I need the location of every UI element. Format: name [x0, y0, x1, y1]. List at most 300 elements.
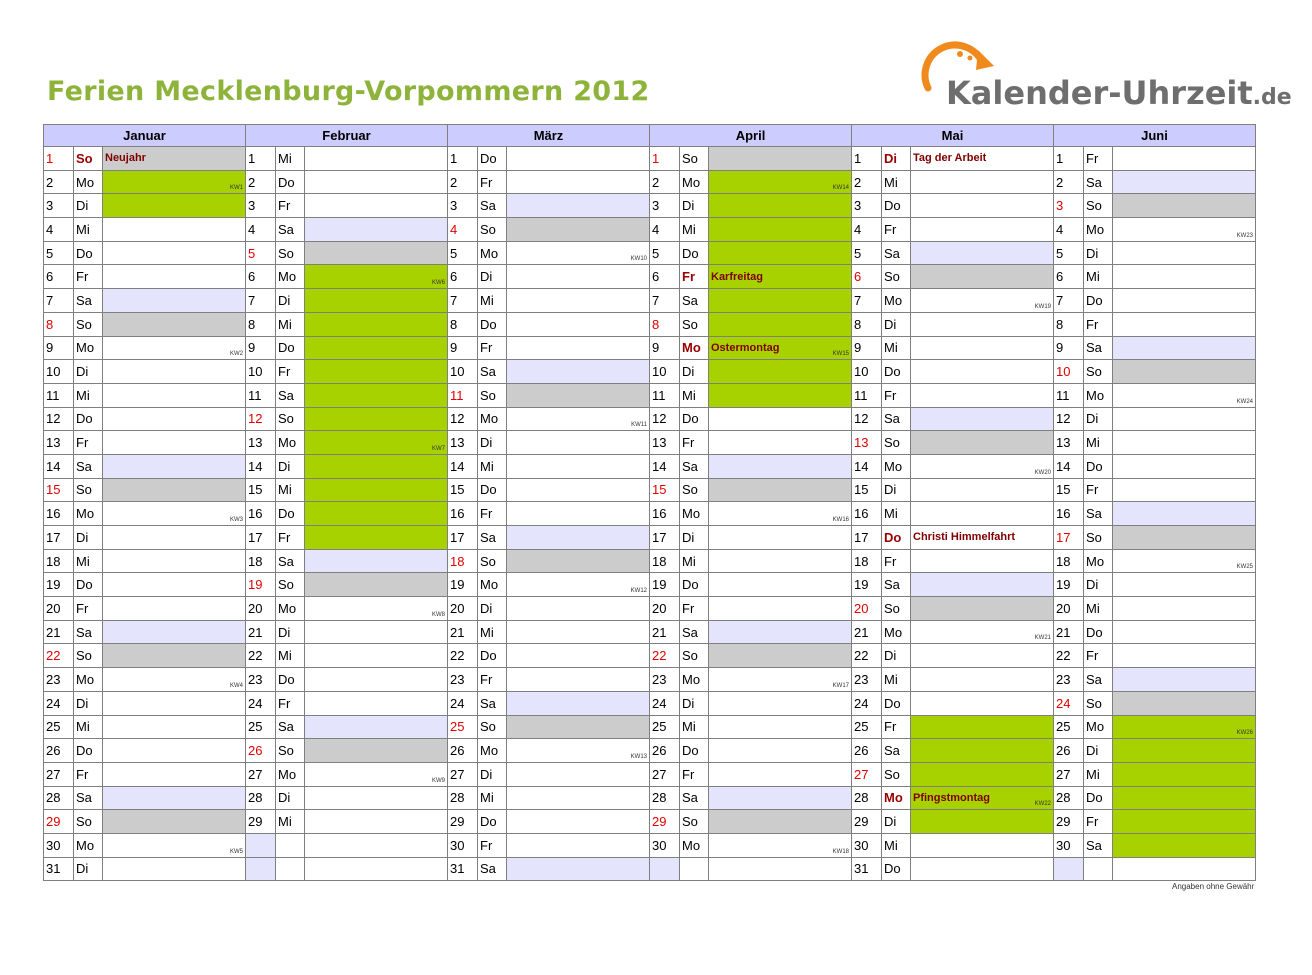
day-event [507, 833, 650, 857]
day-number: 14 [44, 454, 74, 478]
disclaimer: Angaben ohne Gewähr [1172, 882, 1255, 891]
weekday: Do [276, 668, 305, 692]
day-number: 31 [448, 857, 478, 881]
day-event [103, 312, 246, 336]
day-number: 27 [852, 762, 882, 786]
day-event [911, 454, 1054, 478]
day-number: 13 [852, 431, 882, 455]
week-number: KW8 [431, 611, 445, 618]
day-event [1113, 762, 1256, 786]
weekday: Sa [478, 360, 507, 384]
weekday: Mo [478, 573, 507, 597]
week-number: KW15 [832, 351, 849, 358]
day-number: 11 [44, 383, 74, 407]
weekday: So [74, 810, 103, 834]
day-event [103, 383, 246, 407]
table-row [44, 857, 1256, 881]
day-event [305, 857, 448, 881]
weekday: Mi [882, 170, 911, 194]
day-number: 23 [650, 668, 680, 692]
table-row [44, 454, 1256, 478]
day-event [709, 715, 852, 739]
day-number: 5 [44, 241, 74, 265]
day-event [103, 265, 246, 289]
weekday: Do [276, 336, 305, 360]
weekday: Di [74, 526, 103, 550]
day-event [709, 549, 852, 573]
weekday: Di [882, 810, 911, 834]
day-event [1113, 360, 1256, 384]
day-number: 3 [246, 194, 276, 218]
day-number: 26 [44, 739, 74, 763]
day-number: 24 [852, 691, 882, 715]
day-event [911, 786, 1054, 810]
day-number: 16 [44, 502, 74, 526]
weekday: Di [680, 360, 709, 384]
day-number: 15 [44, 478, 74, 502]
weekday: So [74, 147, 103, 171]
day-event [507, 715, 650, 739]
day-event [709, 857, 852, 881]
day-number: 1 [246, 147, 276, 171]
weekday: So [478, 715, 507, 739]
day-event [507, 786, 650, 810]
weekday: So [478, 383, 507, 407]
day-event [507, 526, 650, 550]
day-event [305, 289, 448, 313]
weekday: Mi [882, 833, 911, 857]
table-row [44, 241, 1256, 265]
day-number: 25 [44, 715, 74, 739]
day-number: 2 [246, 170, 276, 194]
day-number: 30 [448, 833, 478, 857]
day-number: 28 [246, 786, 276, 810]
day-number: 30 [650, 833, 680, 857]
day-event [507, 265, 650, 289]
weekday: So [1084, 194, 1113, 218]
weekday: Do [74, 739, 103, 763]
weekday: Mi [276, 147, 305, 171]
day-event [911, 194, 1054, 218]
day-number: 28 [852, 786, 882, 810]
weekday: So [478, 218, 507, 242]
day-number: 20 [246, 597, 276, 621]
day-number: 16 [246, 502, 276, 526]
week-number: KW7 [431, 445, 445, 452]
day-event [103, 715, 246, 739]
logo [920, 40, 1292, 120]
weekday: Fr [1084, 312, 1113, 336]
day-event [709, 241, 852, 265]
day-number: 3 [650, 194, 680, 218]
day-number: 14 [852, 454, 882, 478]
day-event [305, 360, 448, 384]
weekday: Fr [478, 170, 507, 194]
day-number: 29 [650, 810, 680, 834]
day-number: 9 [852, 336, 882, 360]
weekday: Fr [276, 526, 305, 550]
day-number: 30 [44, 833, 74, 857]
day-event [103, 147, 246, 171]
weekday: Mo [74, 502, 103, 526]
weekday: Di [882, 312, 911, 336]
table-row [44, 786, 1256, 810]
day-event [1113, 620, 1256, 644]
weekday: Sa [882, 573, 911, 597]
day-event [305, 454, 448, 478]
day-event [911, 739, 1054, 763]
day-number: 28 [448, 786, 478, 810]
day-number: 12 [44, 407, 74, 431]
table-row [44, 383, 1256, 407]
day-event [507, 289, 650, 313]
table-row [44, 597, 1256, 621]
day-number: 9 [1054, 336, 1084, 360]
day-event [1113, 786, 1256, 810]
day-number: 10 [1054, 360, 1084, 384]
day-event [305, 526, 448, 550]
weekday: Di [276, 289, 305, 313]
table-row [44, 265, 1256, 289]
weekday: Mo [276, 597, 305, 621]
day-number: 4 [246, 218, 276, 242]
day-number: 21 [246, 620, 276, 644]
weekday: Fr [478, 502, 507, 526]
day-event [305, 312, 448, 336]
day-event [911, 360, 1054, 384]
day-event [305, 620, 448, 644]
weekday: Sa [74, 620, 103, 644]
weekday: Mo [74, 336, 103, 360]
day-event [103, 407, 246, 431]
weekday: Fr [74, 265, 103, 289]
day-event [709, 620, 852, 644]
day-event [507, 810, 650, 834]
day-number: 25 [852, 715, 882, 739]
day-event [911, 644, 1054, 668]
weekday: Fr [1084, 478, 1113, 502]
day-number: 15 [852, 478, 882, 502]
table-row [44, 170, 1256, 194]
day-event [507, 194, 650, 218]
week-number: KW5 [229, 848, 243, 855]
week-number: KW16 [832, 517, 849, 523]
week-number: KW18 [832, 848, 849, 855]
day-number: 28 [1054, 786, 1084, 810]
weekday: Sa [478, 526, 507, 550]
day-number: 19 [650, 573, 680, 597]
weekday: So [882, 597, 911, 621]
table-row [44, 668, 1256, 692]
day-event [1113, 454, 1256, 478]
weekday: So [1084, 360, 1113, 384]
week-number: KW11 [631, 422, 647, 429]
day-event [911, 289, 1054, 313]
day-number: 29 [246, 810, 276, 834]
weekday: Mi [882, 668, 911, 692]
day-event [1113, 691, 1256, 715]
day-event [103, 833, 246, 857]
weekday: Mo [882, 289, 911, 313]
day-number: 17 [448, 526, 478, 550]
weekday: Di [882, 147, 911, 171]
day-event [1113, 644, 1256, 668]
day-event [911, 549, 1054, 573]
day-number: 23 [1054, 668, 1084, 692]
day-event [911, 526, 1054, 550]
day-number: 18 [246, 549, 276, 573]
day-event [1113, 833, 1256, 857]
weekday: Mo [680, 833, 709, 857]
day-number: 18 [448, 549, 478, 573]
weekday: Do [1084, 786, 1113, 810]
day-number: 11 [650, 383, 680, 407]
day-number: 29 [448, 810, 478, 834]
day-event [1113, 218, 1256, 242]
month-header: April [650, 125, 852, 147]
month-header: Juni [1054, 125, 1256, 147]
day-event [1113, 312, 1256, 336]
day-event [1113, 431, 1256, 455]
day-event [103, 762, 246, 786]
weekday: Mi [1084, 265, 1113, 289]
day-number: 1 [852, 147, 882, 171]
day-event [911, 383, 1054, 407]
day-event [305, 218, 448, 242]
weekday: Sa [74, 454, 103, 478]
day-number: 21 [44, 620, 74, 644]
day-event [305, 715, 448, 739]
day-number: 10 [650, 360, 680, 384]
day-event [507, 573, 650, 597]
day-event [305, 194, 448, 218]
day-event [507, 478, 650, 502]
day-number: 26 [1054, 739, 1084, 763]
weekday: Di [276, 786, 305, 810]
day-event [103, 668, 246, 692]
day-event [911, 715, 1054, 739]
weekday: Do [74, 241, 103, 265]
day-number: 20 [44, 597, 74, 621]
weekday: Sa [1084, 336, 1113, 360]
table-row [44, 833, 1256, 857]
day-number: 28 [650, 786, 680, 810]
weekday: Mo [680, 336, 709, 360]
day-event [911, 857, 1054, 881]
day-event [911, 265, 1054, 289]
day-event [305, 739, 448, 763]
calendar-table [43, 124, 1256, 881]
weekday [276, 857, 305, 881]
day-number: 22 [650, 644, 680, 668]
day-event [305, 573, 448, 597]
day-number: 27 [448, 762, 478, 786]
day-event [103, 573, 246, 597]
month-header: Februar [246, 125, 448, 147]
day-number: 5 [448, 241, 478, 265]
weekday: Mo [680, 502, 709, 526]
day-event [709, 644, 852, 668]
weekday: Do [478, 147, 507, 171]
weekday: Mi [680, 218, 709, 242]
day-event [507, 218, 650, 242]
day-number: 17 [852, 526, 882, 550]
day-event [1113, 241, 1256, 265]
day-event [507, 691, 650, 715]
holiday-label: Pfingstmontag [913, 791, 990, 804]
day-number: 21 [852, 620, 882, 644]
weekday: So [680, 644, 709, 668]
day-event [709, 407, 852, 431]
day-number: 9 [246, 336, 276, 360]
week-number: KW24 [1236, 398, 1253, 405]
day-event [911, 431, 1054, 455]
day-number: 26 [448, 739, 478, 763]
day-event [911, 810, 1054, 834]
day-event [709, 810, 852, 834]
weekday: Fr [680, 762, 709, 786]
weekday: Fr [680, 265, 709, 289]
weekday: Sa [276, 715, 305, 739]
day-event [305, 241, 448, 265]
holiday-label: Tag der Arbeit [913, 152, 987, 165]
weekday: Mi [882, 336, 911, 360]
weekday: Do [74, 407, 103, 431]
day-event [709, 265, 852, 289]
day-number [246, 857, 276, 881]
day-event [507, 668, 650, 692]
day-event [103, 786, 246, 810]
table-row [44, 739, 1256, 763]
day-event [1113, 147, 1256, 171]
day-number: 29 [852, 810, 882, 834]
day-number: 19 [448, 573, 478, 597]
day-event [709, 218, 852, 242]
weekday: Fr [1084, 147, 1113, 171]
day-number: 27 [44, 762, 74, 786]
day-number: 27 [650, 762, 680, 786]
day-number: 24 [44, 691, 74, 715]
table-row [44, 289, 1256, 313]
weekday: Mi [680, 715, 709, 739]
day-event [911, 336, 1054, 360]
day-event [911, 691, 1054, 715]
day-event [911, 312, 1054, 336]
day-number: 10 [246, 360, 276, 384]
day-event [507, 597, 650, 621]
weekday: Mo [680, 668, 709, 692]
day-event [1113, 668, 1256, 692]
day-number: 26 [246, 739, 276, 763]
day-event [1113, 170, 1256, 194]
weekday: Sa [680, 786, 709, 810]
day-event [1113, 407, 1256, 431]
day-event [709, 170, 852, 194]
weekday: Do [74, 573, 103, 597]
logo-text [946, 74, 1292, 112]
weekday: Sa [1084, 668, 1113, 692]
weekday: So [1084, 526, 1113, 550]
day-event [507, 312, 650, 336]
day-event [1113, 194, 1256, 218]
week-number: KW20 [1034, 469, 1051, 476]
weekday: Mi [276, 810, 305, 834]
day-event [305, 691, 448, 715]
day-event [103, 857, 246, 881]
day-number: 15 [448, 478, 478, 502]
day-event [507, 454, 650, 478]
weekday: Di [74, 194, 103, 218]
day-event [305, 597, 448, 621]
day-number: 16 [852, 502, 882, 526]
day-number: 23 [44, 668, 74, 692]
weekday: Fr [276, 691, 305, 715]
day-number: 12 [448, 407, 478, 431]
day-event [709, 573, 852, 597]
weekday: Mi [680, 383, 709, 407]
weekday: Fr [882, 383, 911, 407]
weekday: Mi [276, 312, 305, 336]
day-number: 13 [44, 431, 74, 455]
day-number: 19 [44, 573, 74, 597]
weekday: Di [478, 265, 507, 289]
weekday: Do [882, 691, 911, 715]
day-number: 8 [448, 312, 478, 336]
day-event [103, 454, 246, 478]
weekday: Sa [680, 289, 709, 313]
weekday: Do [680, 573, 709, 597]
day-number: 2 [650, 170, 680, 194]
weekday: Sa [882, 407, 911, 431]
weekday: Do [882, 360, 911, 384]
weekday: Sa [74, 289, 103, 313]
day-event [1113, 810, 1256, 834]
day-number: 8 [246, 312, 276, 336]
weekday: So [276, 407, 305, 431]
week-number: KW10 [630, 256, 647, 263]
weekday: Fr [74, 597, 103, 621]
weekday: Mi [1084, 762, 1113, 786]
table-row [44, 549, 1256, 573]
day-event [507, 360, 650, 384]
day-number: 11 [1054, 383, 1084, 407]
weekday: Sa [882, 739, 911, 763]
day-event [1113, 265, 1256, 289]
weekday: Do [478, 810, 507, 834]
day-event [1113, 478, 1256, 502]
day-number: 29 [1054, 810, 1084, 834]
day-number: 9 [448, 336, 478, 360]
weekday: So [680, 478, 709, 502]
weekday: Di [74, 360, 103, 384]
day-event [103, 241, 246, 265]
weekday: Sa [478, 691, 507, 715]
day-event [507, 383, 650, 407]
day-event [709, 478, 852, 502]
day-number: 16 [448, 502, 478, 526]
day-event [911, 597, 1054, 621]
day-number: 15 [650, 478, 680, 502]
week-number: KW13 [630, 753, 647, 760]
day-number: 20 [852, 597, 882, 621]
weekday: Do [680, 739, 709, 763]
day-number: 3 [852, 194, 882, 218]
weekday: Sa [1084, 833, 1113, 857]
weekday: Sa [1084, 170, 1113, 194]
day-number: 5 [852, 241, 882, 265]
month-header: Mai [852, 125, 1054, 147]
day-number: 13 [1054, 431, 1084, 455]
